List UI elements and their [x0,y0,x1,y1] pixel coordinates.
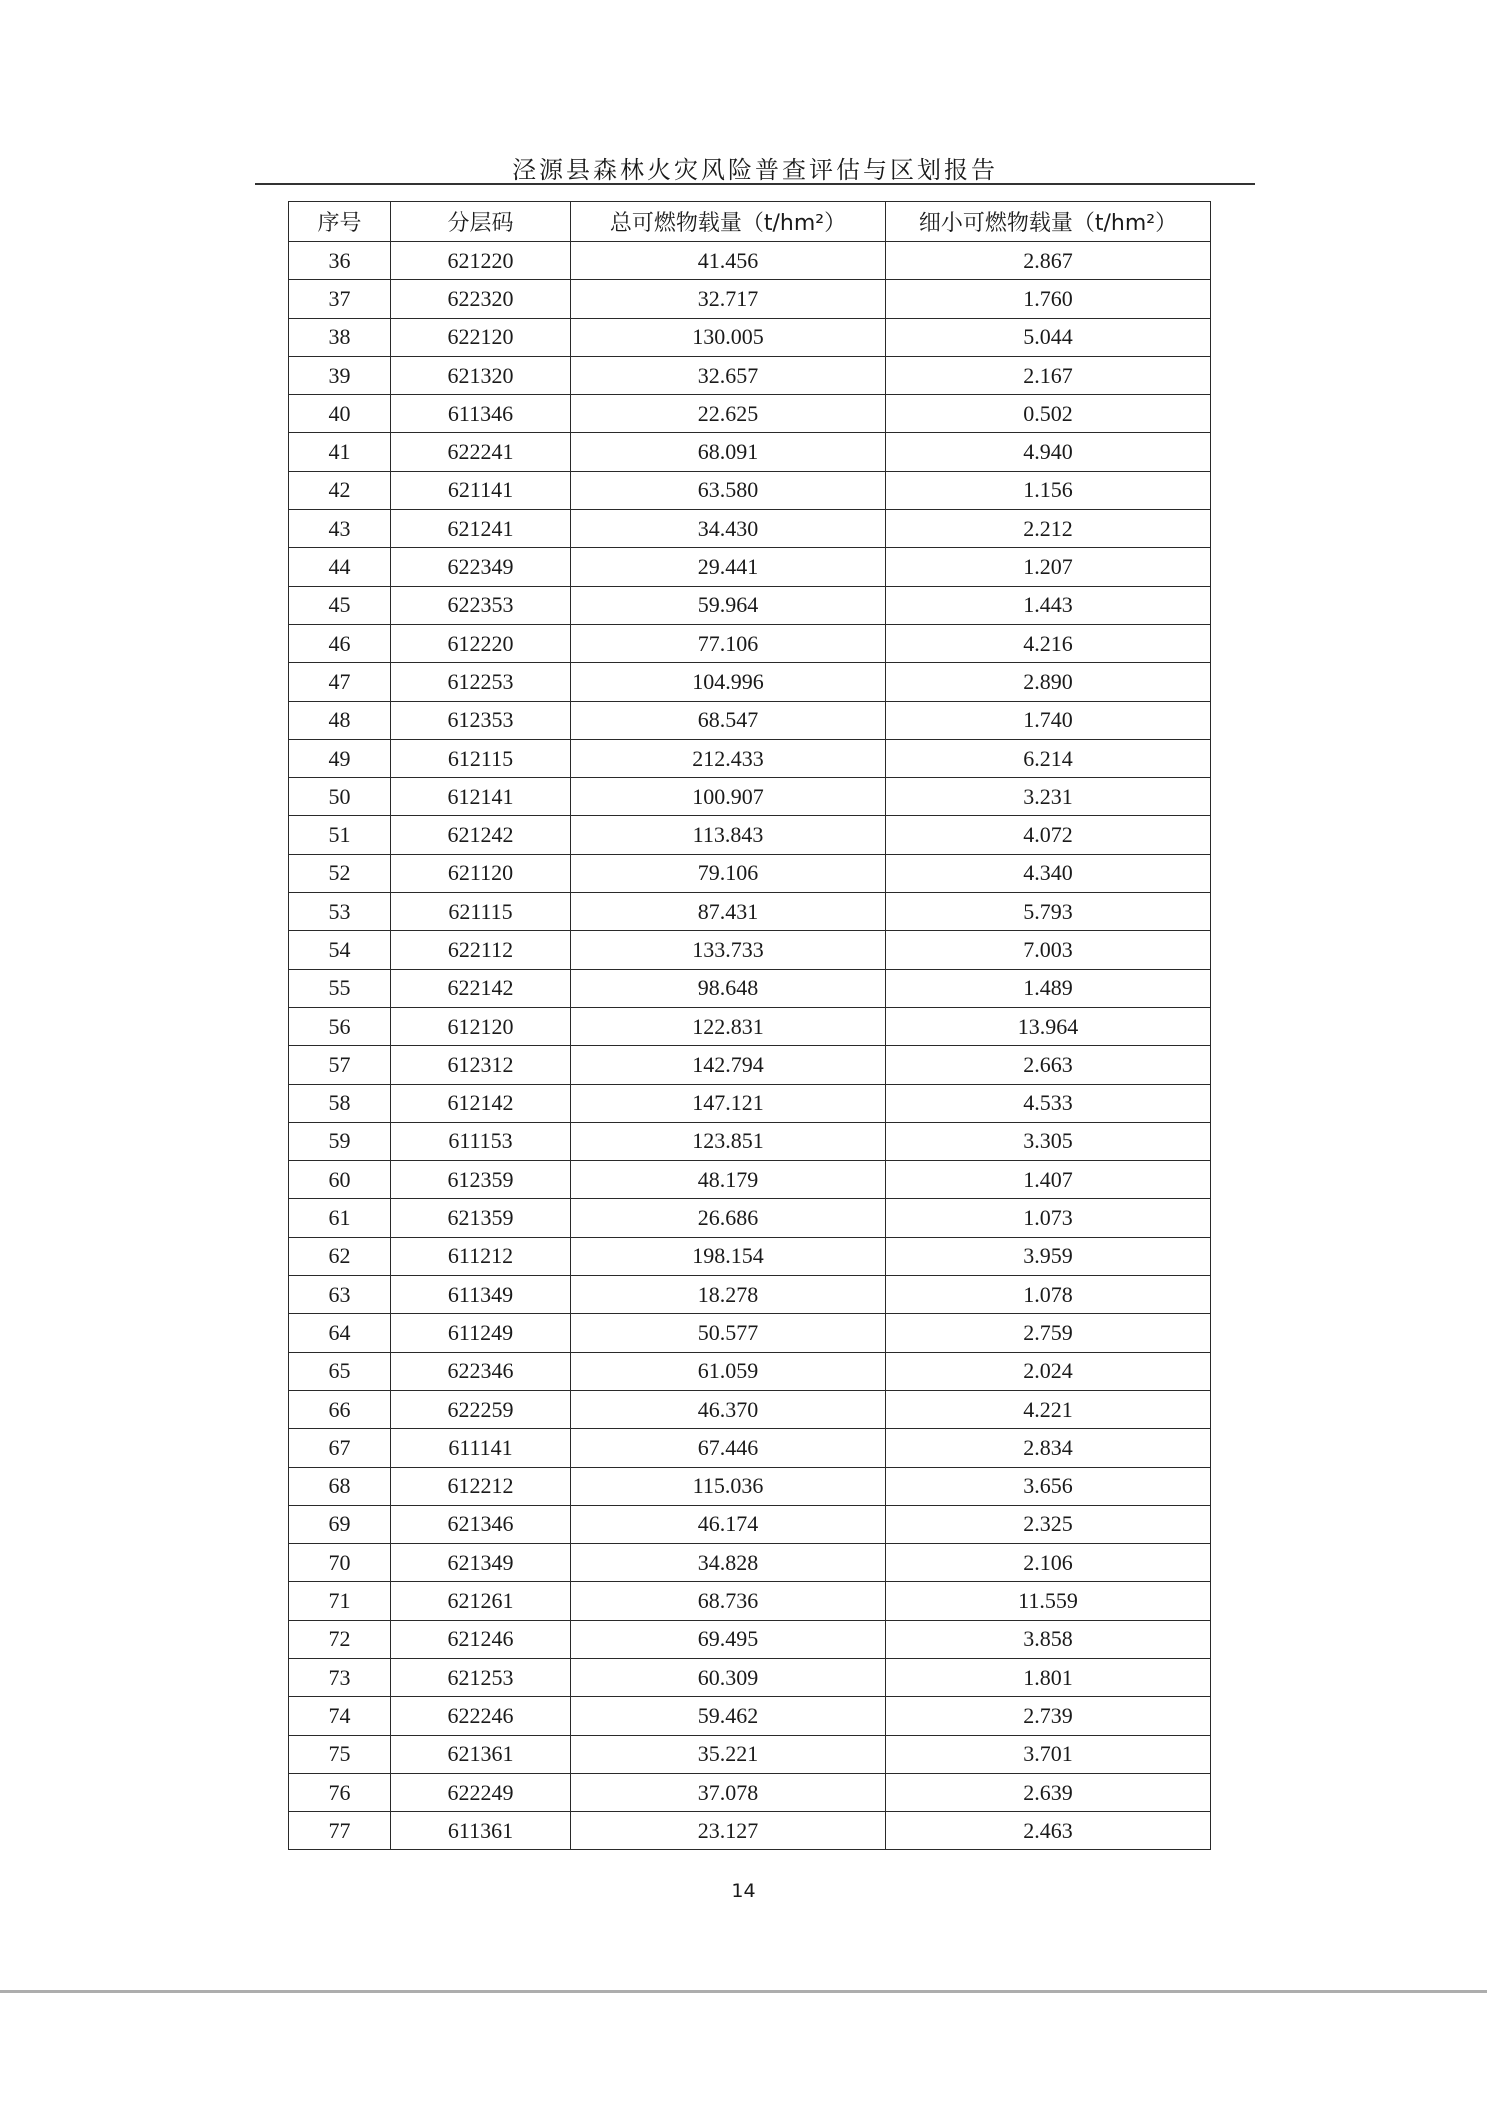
table-row [289,663,1211,701]
cell-fine-fuel-load: 4.340 [886,854,1211,892]
cell-layer-code: 621220 [391,242,571,280]
cell-index: 74 [289,1697,391,1735]
cell-total-fuel-load: 48.179 [571,1161,886,1199]
cell-fine-fuel-load: 5.044 [886,318,1211,356]
cell-index: 38 [289,318,391,356]
cell-layer-code: 622346 [391,1352,571,1390]
table-row [289,1467,1211,1505]
cell-layer-code: 622259 [391,1390,571,1428]
table-header-row [289,202,1211,242]
cell-total-fuel-load: 29.441 [571,548,886,586]
cell-index: 46 [289,624,391,662]
cell-total-fuel-load: 77.106 [571,624,886,662]
cell-total-fuel-load: 68.736 [571,1582,886,1620]
cell-index: 51 [289,816,391,854]
cell-index: 68 [289,1467,391,1505]
cell-index: 59 [289,1122,391,1160]
cell-layer-code: 612120 [391,1007,571,1045]
table-row [289,1658,1211,1696]
column-header-total-fuel-load: 总可燃物载量（t/hm²） [571,202,886,242]
cell-index: 53 [289,893,391,931]
cell-layer-code: 622120 [391,318,571,356]
cell-total-fuel-load: 123.851 [571,1122,886,1160]
cell-index: 41 [289,433,391,471]
table-row [289,739,1211,777]
cell-index: 49 [289,739,391,777]
cell-layer-code: 612220 [391,624,571,662]
cell-layer-code: 621361 [391,1735,571,1773]
cell-total-fuel-load: 46.370 [571,1390,886,1428]
cell-fine-fuel-load: 4.221 [886,1390,1211,1428]
table-row [289,1505,1211,1543]
table-row [289,893,1211,931]
table-row [289,1237,1211,1275]
cell-layer-code: 622246 [391,1697,571,1735]
cell-layer-code: 611153 [391,1122,571,1160]
cell-fine-fuel-load: 2.759 [886,1314,1211,1352]
cell-index: 67 [289,1429,391,1467]
cell-index: 58 [289,1084,391,1122]
table-row [289,586,1211,624]
cell-index: 44 [289,548,391,586]
cell-total-fuel-load: 212.433 [571,739,886,777]
table-row [289,1620,1211,1658]
cell-index: 75 [289,1735,391,1773]
cell-layer-code: 611346 [391,395,571,433]
table-row [289,510,1211,548]
cell-layer-code: 621253 [391,1658,571,1696]
cell-layer-code: 612353 [391,701,571,739]
cell-fine-fuel-load: 1.443 [886,586,1211,624]
cell-total-fuel-load: 69.495 [571,1620,886,1658]
cell-index: 50 [289,778,391,816]
cell-fine-fuel-load: 6.214 [886,739,1211,777]
fuel-load-table [288,201,1211,1850]
cell-fine-fuel-load: 4.072 [886,816,1211,854]
cell-fine-fuel-load: 4.533 [886,1084,1211,1122]
cell-total-fuel-load: 68.547 [571,701,886,739]
cell-total-fuel-load: 61.059 [571,1352,886,1390]
cell-index: 47 [289,663,391,701]
cell-index: 66 [289,1390,391,1428]
cell-total-fuel-load: 59.462 [571,1697,886,1735]
cell-layer-code: 621115 [391,893,571,931]
cell-total-fuel-load: 104.996 [571,663,886,701]
column-header-fine-fuel-load: 细小可燃物载量（t/hm²） [886,202,1211,242]
table-row [289,701,1211,739]
cell-fine-fuel-load: 3.701 [886,1735,1211,1773]
table-row [289,1161,1211,1199]
cell-total-fuel-load: 32.717 [571,280,886,318]
table-row [289,1122,1211,1160]
cell-fine-fuel-load: 5.793 [886,893,1211,931]
cell-index: 39 [289,356,391,394]
cell-layer-code: 622142 [391,969,571,1007]
table-row [289,280,1211,318]
cell-total-fuel-load: 50.577 [571,1314,886,1352]
cell-fine-fuel-load: 3.305 [886,1122,1211,1160]
cell-total-fuel-load: 79.106 [571,854,886,892]
cell-fine-fuel-load: 3.858 [886,1620,1211,1658]
cell-layer-code: 612141 [391,778,571,816]
cell-total-fuel-load: 142.794 [571,1046,886,1084]
cell-layer-code: 612212 [391,1467,571,1505]
cell-fine-fuel-load: 1.207 [886,548,1211,586]
cell-index: 72 [289,1620,391,1658]
cell-layer-code: 611249 [391,1314,571,1352]
table-row [289,433,1211,471]
table-row [289,1390,1211,1428]
cell-fine-fuel-load: 1.489 [886,969,1211,1007]
table-row [289,969,1211,1007]
cell-total-fuel-load: 35.221 [571,1735,886,1773]
table-row [289,395,1211,433]
table-body [289,242,1211,1850]
cell-index: 76 [289,1773,391,1811]
cell-index: 37 [289,280,391,318]
table-row [289,1544,1211,1582]
table-row [289,471,1211,509]
cell-fine-fuel-load: 2.212 [886,510,1211,548]
cell-total-fuel-load: 67.446 [571,1429,886,1467]
table-row [289,624,1211,662]
table-row [289,1735,1211,1773]
cell-total-fuel-load: 22.625 [571,395,886,433]
cell-layer-code: 621120 [391,854,571,892]
table-row [289,1429,1211,1467]
cell-fine-fuel-load: 2.663 [886,1046,1211,1084]
cell-layer-code: 621246 [391,1620,571,1658]
cell-total-fuel-load: 130.005 [571,318,886,356]
cell-fine-fuel-load: 2.106 [886,1544,1211,1582]
cell-total-fuel-load: 198.154 [571,1237,886,1275]
cell-layer-code: 611212 [391,1237,571,1275]
cell-fine-fuel-load: 0.502 [886,395,1211,433]
table-row [289,1697,1211,1735]
table-row [289,1276,1211,1314]
scan-edge-line [0,1990,1487,1993]
cell-layer-code: 612312 [391,1046,571,1084]
cell-index: 55 [289,969,391,1007]
cell-fine-fuel-load: 1.801 [886,1658,1211,1696]
cell-index: 45 [289,586,391,624]
cell-fine-fuel-load: 3.959 [886,1237,1211,1275]
cell-layer-code: 612115 [391,739,571,777]
column-header-layer-code: 分层码 [391,202,571,242]
cell-index: 65 [289,1352,391,1390]
cell-index: 62 [289,1237,391,1275]
page-header-title: 泾源县森林火灾风险普查评估与区划报告 [512,156,998,184]
table-row [289,1773,1211,1811]
cell-index: 36 [289,242,391,280]
cell-total-fuel-load: 122.831 [571,1007,886,1045]
cell-fine-fuel-load: 4.216 [886,624,1211,662]
cell-total-fuel-load: 68.091 [571,433,886,471]
cell-total-fuel-load: 34.828 [571,1544,886,1582]
cell-total-fuel-load: 46.174 [571,1505,886,1543]
cell-layer-code: 622349 [391,548,571,586]
cell-index: 54 [289,931,391,969]
table-row [289,242,1211,280]
cell-index: 42 [289,471,391,509]
cell-fine-fuel-load: 11.559 [886,1582,1211,1620]
cell-fine-fuel-load: 3.656 [886,1467,1211,1505]
table-row [289,356,1211,394]
cell-total-fuel-load: 87.431 [571,893,886,931]
cell-fine-fuel-load: 7.003 [886,931,1211,969]
cell-layer-code: 621359 [391,1199,571,1237]
table-row [289,1812,1211,1850]
cell-index: 71 [289,1582,391,1620]
table-row [289,1352,1211,1390]
cell-layer-code: 612359 [391,1161,571,1199]
cell-index: 48 [289,701,391,739]
table-row [289,1007,1211,1045]
cell-fine-fuel-load: 1.740 [886,701,1211,739]
cell-index: 61 [289,1199,391,1237]
cell-index: 56 [289,1007,391,1045]
cell-total-fuel-load: 37.078 [571,1773,886,1811]
cell-layer-code: 611361 [391,1812,571,1850]
cell-total-fuel-load: 32.657 [571,356,886,394]
cell-fine-fuel-load: 13.964 [886,1007,1211,1045]
cell-layer-code: 621320 [391,356,571,394]
table-row [289,548,1211,586]
cell-fine-fuel-load: 1.073 [886,1199,1211,1237]
table-row [289,318,1211,356]
cell-layer-code: 622249 [391,1773,571,1811]
cell-index: 77 [289,1812,391,1850]
table-row [289,1084,1211,1122]
cell-layer-code: 612142 [391,1084,571,1122]
cell-fine-fuel-load: 2.167 [886,356,1211,394]
cell-total-fuel-load: 113.843 [571,816,886,854]
cell-total-fuel-load: 59.964 [571,586,886,624]
table-row [289,1582,1211,1620]
cell-fine-fuel-load: 1.407 [886,1161,1211,1199]
cell-fine-fuel-load: 1.156 [886,471,1211,509]
cell-index: 52 [289,854,391,892]
cell-layer-code: 621241 [391,510,571,548]
cell-layer-code: 622241 [391,433,571,471]
cell-fine-fuel-load: 2.890 [886,663,1211,701]
cell-total-fuel-load: 34.430 [571,510,886,548]
table-row [289,854,1211,892]
table-row [289,1046,1211,1084]
cell-fine-fuel-load: 2.867 [886,242,1211,280]
cell-layer-code: 622320 [391,280,571,318]
cell-total-fuel-load: 98.648 [571,969,886,1007]
cell-index: 57 [289,1046,391,1084]
cell-total-fuel-load: 18.278 [571,1276,886,1314]
cell-layer-code: 611141 [391,1429,571,1467]
table-row [289,778,1211,816]
column-header-index: 序号 [289,202,391,242]
header-divider [255,183,1255,185]
cell-index: 70 [289,1544,391,1582]
cell-total-fuel-load: 41.456 [571,242,886,280]
cell-layer-code: 621346 [391,1505,571,1543]
cell-total-fuel-load: 147.121 [571,1084,886,1122]
cell-index: 63 [289,1276,391,1314]
cell-total-fuel-load: 26.686 [571,1199,886,1237]
cell-fine-fuel-load: 1.760 [886,280,1211,318]
cell-total-fuel-load: 60.309 [571,1658,886,1696]
table-row [289,1199,1211,1237]
cell-fine-fuel-load: 2.325 [886,1505,1211,1543]
cell-total-fuel-load: 100.907 [571,778,886,816]
cell-fine-fuel-load: 4.940 [886,433,1211,471]
cell-layer-code: 621349 [391,1544,571,1582]
cell-fine-fuel-load: 2.739 [886,1697,1211,1735]
cell-index: 60 [289,1161,391,1199]
table-row [289,816,1211,854]
cell-total-fuel-load: 23.127 [571,1812,886,1850]
cell-fine-fuel-load: 2.834 [886,1429,1211,1467]
cell-layer-code: 621141 [391,471,571,509]
cell-index: 43 [289,510,391,548]
cell-index: 73 [289,1658,391,1696]
cell-layer-code: 612253 [391,663,571,701]
cell-fine-fuel-load: 2.639 [886,1773,1211,1811]
cell-layer-code: 621261 [391,1582,571,1620]
cell-layer-code: 611349 [391,1276,571,1314]
page-number: 14 [731,1880,756,1902]
cell-total-fuel-load: 133.733 [571,931,886,969]
table-row [289,1314,1211,1352]
cell-index: 69 [289,1505,391,1543]
cell-total-fuel-load: 115.036 [571,1467,886,1505]
cell-fine-fuel-load: 2.463 [886,1812,1211,1850]
cell-fine-fuel-load: 1.078 [886,1276,1211,1314]
cell-fine-fuel-load: 2.024 [886,1352,1211,1390]
cell-layer-code: 622353 [391,586,571,624]
table-row [289,931,1211,969]
cell-fine-fuel-load: 3.231 [886,778,1211,816]
cell-layer-code: 621242 [391,816,571,854]
cell-index: 64 [289,1314,391,1352]
cell-total-fuel-load: 63.580 [571,471,886,509]
cell-index: 40 [289,395,391,433]
cell-layer-code: 622112 [391,931,571,969]
